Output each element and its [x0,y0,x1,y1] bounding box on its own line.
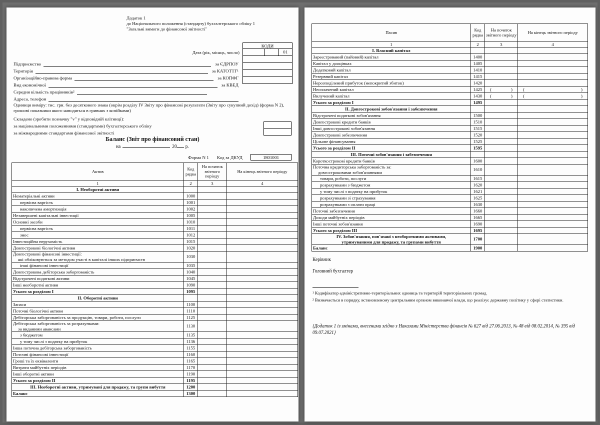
footnote: ² Визначається в порядку, встановленому центральним органом виконавчої влади, що реалізує державну політику у сфері статистики. [312,297,564,303]
row-label-line: Запаси [13,301,27,307]
code-cell-edrpou [243,56,293,63]
row-code: 1005 [184,212,198,219]
compiled-option-ifrs: за міжнародними стандартами фінансової звітності [13,130,115,136]
row-code: 1020 [184,245,198,252]
field-label: Підприємство [13,61,42,67]
code-label: за КАТОТТГ¹ [211,68,239,74]
compiled-option-national: за національними положеннями (стандартами) бухгалтерського обліку [13,123,152,129]
row-code: 1410 [471,67,485,74]
row-code: 1405 [471,60,485,67]
row-label-line: утримуваними для продажу, та групами вибуття [341,239,441,245]
footnote-rule [313,288,359,289]
footnotes [313,291,589,305]
unit-note: Одиниця виміру: тис. грн. без десяткового знака (окрім розділу IV Звіту про фінансові результати (Звіту про сукупний дохід) (форма N 2), грошові показники якого наводяться в гривнях з копійками) [13,102,285,113]
row-label-line: I. Власний капітал [372,47,411,53]
row-code: 1040 [184,269,198,276]
row-code: 1400 [471,54,485,61]
row-label [12,321,184,332]
row-code: 1015 [184,238,198,245]
row-code: 1135 [184,332,198,339]
row-code: 1300 [184,390,198,397]
row-label-line: які обліковуються за методом участі в капіталі інших підприємств [18,256,145,262]
column-number: 4 [227,181,298,187]
row-code: 1160 [184,351,198,358]
row-code: 1095 [184,288,198,295]
row-label [312,164,471,175]
row-code: 1665 [471,214,485,221]
row-label-line: Додатковий капітал [313,67,351,73]
row-code: 1500 [471,112,485,119]
row-label-line: Дебіторська заборгованість за продукцію, товари, роботи, послуги [13,314,141,320]
row-code: 1200 [184,384,198,391]
code-label: за КОПФГ [217,75,239,81]
dkud-code: 1801001 [251,154,292,161]
table-row [312,234,588,245]
company-field-row [14,88,239,95]
paren-close: ) [581,86,583,92]
column-header: На кінець звітного періоду [518,24,588,42]
row-code: 1100 [184,301,198,308]
column-number: 2 [471,42,485,48]
row-code: 1520 [471,132,485,139]
row-label-line: III. Необоротні активи, утримувані для продажу, та групи вибуття [30,384,166,390]
date-underline [123,144,171,149]
row-code: 1090 [184,282,198,289]
signature-block [313,258,353,281]
paren-close: ) [511,86,513,92]
column-header: На початок звітного періоду [198,163,227,181]
row-code: 1700 [471,234,485,245]
row-label-line: II. Оборотні активи [77,295,118,301]
date-cell-day: 01 [278,49,292,56]
column-number: 4 [518,42,588,48]
row-label-line: Зареєстрований (пайовий) капітал [313,54,379,60]
row-label-line: Доходи майбутніх періодів [313,214,365,220]
row-code: 1136 [184,338,198,345]
row-value [485,245,518,252]
code-label: за ЄДРПОУ [215,61,239,67]
row-label-line: Усього за розділом III [313,227,358,233]
codes-box [243,43,293,85]
amendment-note: {Додаток 1 із змінами, внесеними згідно з Наказами Міністерства фінансів № 627 від 27.06.2013, № 48 від 08.02.2014, № 395 від 09.07.2021} [312,324,576,336]
row-label-line: Інші поточні зобов'язання [313,221,363,227]
date-suffix: р. [185,144,189,150]
row-label-line: Довгострокова дебіторська заборгованість [13,269,95,275]
row-code: 1000 [184,193,198,200]
field-underline [44,61,212,67]
row-label-line: інші фінансові інвестиції [20,262,69,268]
row-label [312,234,471,245]
row-code: 1695 [471,227,485,234]
row-label-line: товари, роботи, послуги [320,175,367,181]
row-label-line: Довгострокові біологічні активи [13,245,76,251]
field-label: Територія [13,68,33,74]
row-code: 1012 [184,232,198,239]
row-label-line: довгостроковими зобов'язаннями [318,169,382,175]
row-label-line: у тому числі з податку на прибуток [320,188,388,194]
row-label-line: Витрати майбутніх періодів [13,364,67,370]
row-label-line: III. Поточні зобов'язання і забезпечення [350,151,432,157]
table-header-row [312,24,588,42]
appendix-line: до Національного положення (стандарту) бухгалтерського обліку 1 [126,21,256,26]
row-code: 1035 [184,262,198,269]
row-code: 1002 [184,206,198,213]
compiled-checkboxes [264,122,292,136]
assets-table-container [12,163,299,398]
row-label-line: Резервний капітал [313,73,349,79]
field-label: Організаційно-правова форма [13,75,73,81]
company-field-row [14,60,239,67]
row-value [485,234,518,245]
appendix-line: "Загальні вимоги до фінансової звітності" [126,26,208,32]
row-label-line: Поточні фінансові інвестиції [13,351,69,357]
column-number: 3 [198,181,227,187]
row-label [12,384,184,391]
report-title: Баланс (Звіт про фінансовий стан) [105,135,200,143]
column-number: 1 [12,181,184,187]
row-code: 1525 [471,138,485,145]
table-row [12,321,298,332]
row-code: 1630 [471,201,485,208]
column-header: Код рядка [184,163,198,181]
code-label: за КВЕД [221,82,239,88]
row-label-line: Усього за розділом II [13,377,56,383]
row-label-line: Незавершені капітальні інвестиції [13,212,79,218]
row-label-line: Баланс [313,245,328,251]
row-code: 1510 [471,119,485,126]
date-century: 20 [172,144,177,150]
page-left [7,8,299,422]
date-cells [243,49,293,56]
codes-title: КОДИ [243,43,293,50]
paren-open: ( [490,93,492,99]
row-label-line: Усього за розділом I [13,288,54,294]
row-code: 1610 [471,164,485,175]
checkbox-national [264,122,292,129]
row-code: 1620 [471,182,485,189]
row-label-line: Неоплачений капітал [313,86,354,92]
row-label-line: розрахунками з бюджетом [320,182,371,188]
column-number: 2 [184,181,198,187]
row-label-line: Основні засоби [13,219,43,225]
row-label-line: Інші оборотні активи [13,371,54,377]
row-code: 1625 [471,195,485,202]
row-label-line: Інвестиційна нерухомість [13,238,63,244]
dkud-label: Код за ДКУД [216,154,243,160]
row-label-line: Інші необоротні активи [13,282,59,288]
balance-table [12,163,299,398]
field-underline [49,96,239,102]
column-header: Код рядка [471,24,485,42]
row-label-line: Інша поточна дебіторська заборгованість [13,345,92,351]
row-code: 1030 [184,251,198,262]
year-underline [177,144,184,149]
balance-table [312,24,589,252]
row-label-line: розрахунками з оплати праці [320,201,376,207]
row-label [12,390,184,397]
form-meta-row [188,154,292,161]
row-label-line: у тому числі з податку на прибуток [20,338,88,344]
row-label-line: Короткострокові кредити банків [313,158,375,164]
company-field-row [14,67,239,74]
row-value [198,390,227,397]
row-code: 1420 [471,80,485,87]
paren-close: ) [511,93,513,99]
field-label: Вид економічної [13,82,47,88]
compiled-block [14,117,259,137]
row-value [227,321,298,332]
table-row [12,390,298,397]
row-code: 1415 [471,73,485,80]
column-number: 1 [312,42,471,48]
row-label-line: Цільове фінансування [313,138,356,144]
paren-open: ( [490,86,492,92]
table-row [12,251,298,262]
column-header: На кінець звітного періоду [227,163,298,181]
report-date-line [7,144,299,150]
row-label-line: I. Необоротні активи [76,186,120,192]
row-code: 1010 [184,219,198,226]
table-row [312,245,588,252]
company-field-row [14,74,239,81]
date-cell-month [264,49,278,56]
signature-director: Керівник [312,257,331,263]
signature-accountant: Головний бухгалтер [312,269,353,274]
row-label-line: Вилучений капітал [313,93,350,99]
row-code: 1165 [184,358,198,365]
row-code: 1660 [471,208,485,215]
form-number: Форма N 1 [188,154,209,160]
row-label-line: за виданими авансами [18,326,61,332]
row-label-line: знос [20,232,29,238]
row-value [227,390,298,397]
company-field-row [14,81,239,88]
row-label [312,245,471,252]
code-cell-kopfg [243,70,293,77]
row-code: 1125 [184,314,198,321]
row-value [518,245,588,252]
checkbox-ifrs [264,129,292,136]
row-code: 1495 [471,99,485,106]
row-code: 1425 [471,86,485,93]
row-code: 1195 [184,377,198,384]
column-header: Актив [12,163,184,181]
company-fields [14,60,239,102]
row-code: 1155 [184,345,198,352]
field-underline [75,75,214,81]
table-row [312,164,588,175]
row-label-line: Поточна кредиторська заборгованість за: [313,164,392,170]
row-label-line: Баланс [13,390,28,396]
row-value [518,164,588,175]
row-label-line: Нерозподілений прибуток (непокритий збиток) [313,80,404,86]
row-label-line: Поточні забезпечення [313,208,355,214]
row-label-line: Гроші та їх еквіваленти [13,358,59,364]
row-label-line: Відстрочені податкові активи [13,275,70,281]
paren-open: ( [523,86,525,92]
code-cell-kved [243,77,293,84]
paren-close: ) [581,93,583,99]
row-label-line: Усього за розділом I [313,99,354,105]
row-label-line: первісна вартість [20,199,54,205]
row-label-line: розрахунками зі страхування [320,195,376,201]
row-label-line: Довгострокові кредити банків [313,119,371,125]
row-code: 1011 [184,225,198,232]
row-code: 1130 [184,321,198,332]
appendix-note [127,16,292,33]
table-header-row [12,163,298,181]
row-label-line: Відстрочені податкові зобов'язання [313,112,381,118]
row-code: 1045 [184,275,198,282]
row-label-line: II. Довгострокові зобов'язання і забезпечення [345,106,438,112]
row-code: 1515 [471,125,485,132]
paren-open: ( [523,93,525,99]
row-value [227,251,298,262]
appendix-line: Додаток 1 [126,15,146,21]
row-code: 1595 [471,145,485,152]
row-code: 1190 [184,371,198,378]
row-code: 1001 [184,199,198,206]
field-label: Середня кількість працівників² [13,89,75,95]
row-value [198,251,227,262]
row-code: 1690 [471,221,485,228]
row-value [518,234,588,245]
row-code: 1621 [471,188,485,195]
row-label-line: Довгострокові фінансові інвестиції: [13,251,82,257]
row-code: 1110 [184,308,198,315]
row-code: 1600 [471,158,485,165]
field-underline [77,89,207,95]
liabilities-table-container [312,24,589,252]
row-code: 1615 [471,175,485,182]
footnote: ¹ Кодифікатор адміністративно-територіальних одиниць та територій територіальних громад. [312,290,488,296]
row-code: 1170 [184,364,198,371]
row-value [485,164,518,175]
date-label: Дата (рік, місяць, число) [192,50,240,55]
row-label-line: Капітал у дооцінках [313,60,352,66]
row-code: 1430 [471,93,485,100]
column-header: Пасив [312,24,471,42]
row-label-line: Дебіторська заборгованість за розрахунками: [13,321,100,326]
field-underline [49,82,218,88]
row-label-line: Поточні біологічні активи [13,308,63,314]
column-header: На початок звітного періоду [485,24,518,42]
row-label-line: Довгострокові забезпечення [313,132,368,138]
date-prefix: на [116,144,121,150]
row-label-line: Усього за розділом II [313,145,356,151]
row-code: 1900 [471,245,485,252]
compiled-intro: Складено (зробити позначку "v" у відповідній клітинці): [13,116,125,122]
row-label-line: IV. Зобов'язання, пов'язані з необоротними активами, [336,234,447,239]
row-value [198,321,227,332]
column-number: 3 [485,42,518,48]
code-cell-katottg [243,63,293,70]
date-cell-year [243,49,264,56]
field-underline [35,68,207,74]
company-field-row [14,95,239,102]
row-label-line: накопичена амортизація [20,206,67,212]
row-label-line: Нематеріальні активи [13,193,55,199]
row-label-line: первісна вартість [20,225,54,231]
page-right [305,8,596,422]
field-label: Адреса, телефон [13,96,47,102]
row-label-line: з бюджетом [20,332,43,338]
row-label-line: Інші довгострокові зобов'язання [313,125,375,131]
row-label [12,251,184,262]
